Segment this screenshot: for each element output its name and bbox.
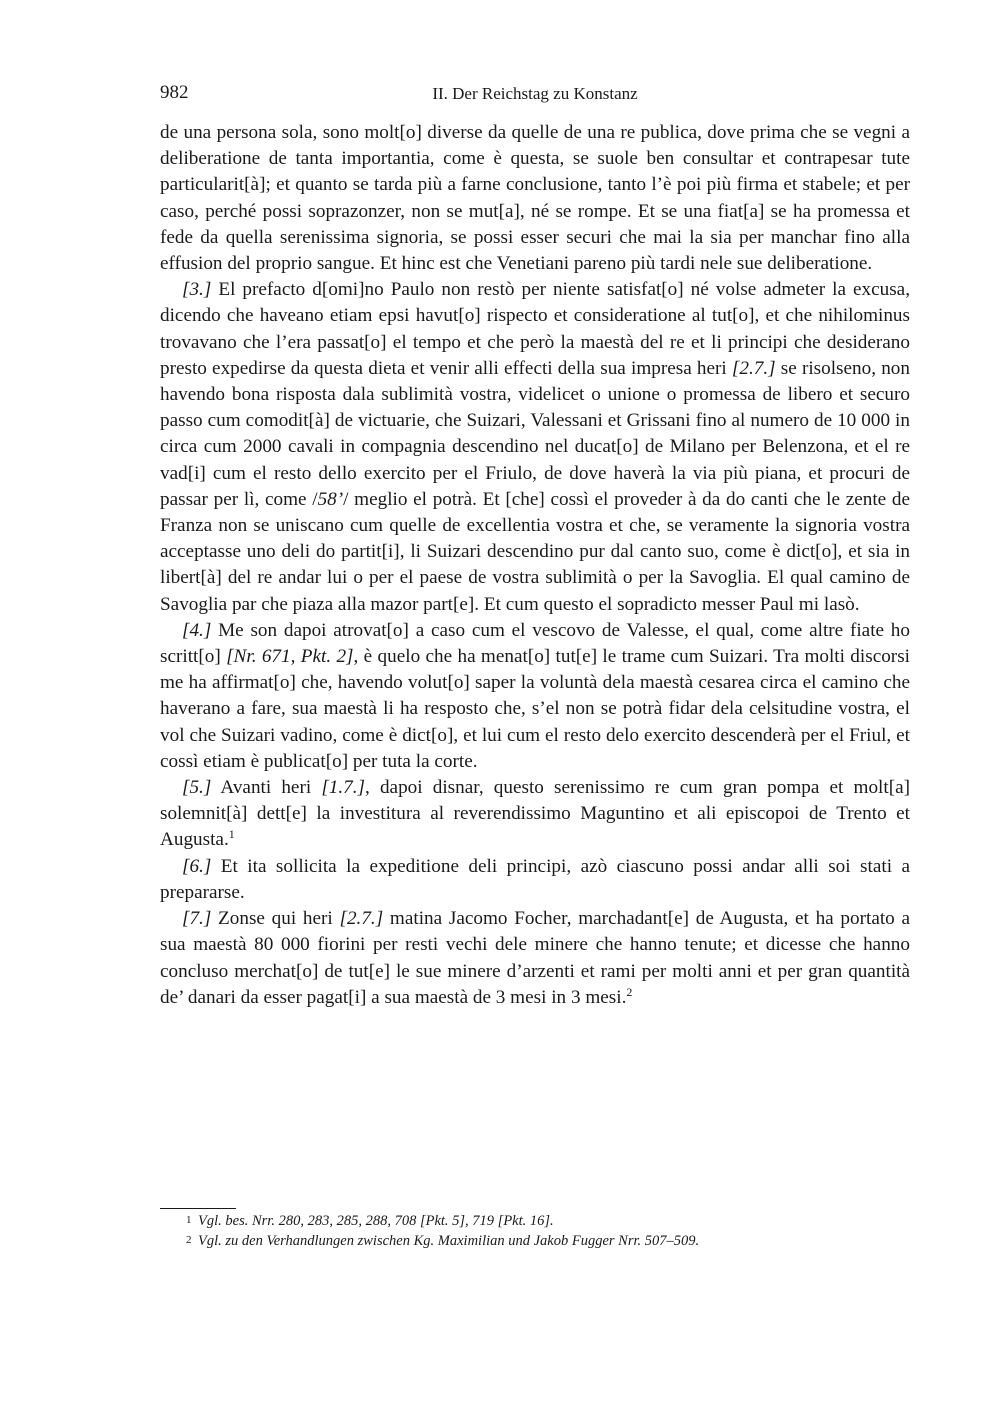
footnote-text: Vgl. bes. Nrr. 280, 283, 285, 288, 708 [Pkt. 5], 719 [Pkt. 16].: [198, 1213, 554, 1229]
section-number: [4.]: [182, 619, 212, 641]
footnote-divider: [160, 1208, 236, 1209]
section-number: [7.]: [182, 908, 212, 930]
footnote-number: 1: [186, 1214, 192, 1226]
paragraph-3: [3.] El prefacto d[omi]no Paulo non restò per niente satisfat[o] né volse admeter la excusa, dicendo che haveano etiam epsi havut[o] rispecto et consideratione al tut[o], et che nihilominus trovavano che l’era passat[o] el tempo et che però la maestà del re et li principi che desiderano presto expedirse da questa dieta et venir alli effecti della sua impresa heri [2.7.] se risolseno, non havendo bona risposta dala sublimità vostra, videlicet o unione o promessa de libero et securo passo cum comodit[à] de victuarie, che Suizari, Valessani et Grissani fino al numero de 10 000 in circa cum 2000 cavali in compagnia descendino nel ducat[o] de Milano per Belenzona, et el re vad[i] cum el resto dello exercito per el Friulo, de dove haverà la via più piana, et procuri de passar per lì, come /58’/ meglio el potrà. Et [che] cossì el proveder à da do canti che le zente de Franza non se uniscano cum quelle de excellentia vostra et che, se veramente la signoria vostra acceptasse uno deli do partit[i], li Suizari descendino pur dal canto suo, come è dict[o], et sia in libert[à] del re andar lui o per el paese de vostra sublimità o per la Savoglia. El qual camino de Savoglia par che piaza alla mazor part[e]. Et cum questo el sopradicto messer Paul mi lasò.: [160, 279, 910, 615]
footnotes: [160, 1211, 910, 1251]
main-text: [160, 120, 910, 1011]
section-number: [6.]: [182, 855, 212, 877]
paragraph-6: [6.] Et ita sollicita la expeditione deli principi, azò ciascuno possi andar alli soi stati a prepararse.: [160, 855, 910, 903]
document-reference: [Nr. 671, Pkt. 2]: [226, 646, 354, 668]
page-header: [160, 82, 910, 108]
section-number: [3.]: [182, 279, 212, 301]
footnote-marker[interactable]: 2: [626, 984, 633, 999]
footnote-2: [160, 1231, 910, 1251]
date-reference: [2.7.]: [339, 908, 384, 930]
folio-marker: 58’: [317, 488, 344, 510]
paragraph-4: [4.] Me son dapoi atrovat[o] a caso cum el vescovo de Valesse, el qual, come altre fiate ho scritt[o] [Nr. 671, Pkt. 2], è quelo che ha menat[o] tut[e] le trame cum Suizari. Tra molti discorsi me ha affirmat[o] che, havendo volut[o] saper la voluntà dela maestà cesarea circa el camino che haverano a fare, sua maestà li ha resposto che, s’el non se potrà fidar dela celsitudine vostra, el vol che Suizari vadino, come è dict[o], et lui cum el resto delo exercito descenderà per el Friul, et cossì etiam è publicat[o] per tuta la corte.: [160, 619, 910, 772]
running-title: II. Der Reichstag zu Konstanz: [432, 84, 638, 103]
date-reference: [2.7.]: [731, 357, 776, 379]
footnote-number: 2: [186, 1234, 192, 1246]
page-number: 982: [160, 82, 189, 103]
footnote-marker[interactable]: 1: [228, 827, 235, 842]
footnote-1: [160, 1211, 910, 1231]
paragraph-5: [5.] Avanti heri [1.7.], dapoi disnar, questo serenissimo re cum gran pompa et molt[a] solemnit[à] dett[e] la investitura al reverendissimo Maguntino et ali episcopoi de Trento et Augusta.$^1$: [160, 777, 910, 851]
paragraph-continuation: de una persona sola, sono molt[o] diverse da quelle de una re publica, dove prima che se vegni a deliberatione de tanta importantia, come è questa, se suole ben consultar et contrapesar tute particularit[à]; et quanto se tarda più a farne conclusione, tanto l’è poi più firma et stabele; et per caso, perché possi soprazonzer, non se mut[a], né se rompe. Et se una fiat[a] se ha promessa et fede da quella serenissima signoria, se possi esser securi che mai la sia per manchar fino alla effusion del proprio sangue. Et hinc est che Venetiani pareno più tardi nele sue deliberatione.: [160, 122, 910, 275]
date-reference: [1.7.]: [321, 777, 366, 799]
footnote-text: Vgl. zu den Verhandlungen zwischen Kg. Maximilian und Jakob Fugger Nrr. 507–509.: [198, 1233, 700, 1249]
paragraph-7: [7.] Zonse qui heri [2.7.] matina Jacomo Focher, marchadant[e] de Augusta, et ha portato a sua maestà 80 000 fiorini per resti vechi dele minere che hanno tenute; et dicesse che hanno concluso merchat[o] de tut[e] le sue minere d’arzenti et rami per molti anni et per gran quantità de’ danari da esser pagat[i] a sua maestà de 3 mesi in 3 mesi.$^2$: [160, 908, 911, 1008]
section-number: [5.]: [182, 777, 212, 799]
